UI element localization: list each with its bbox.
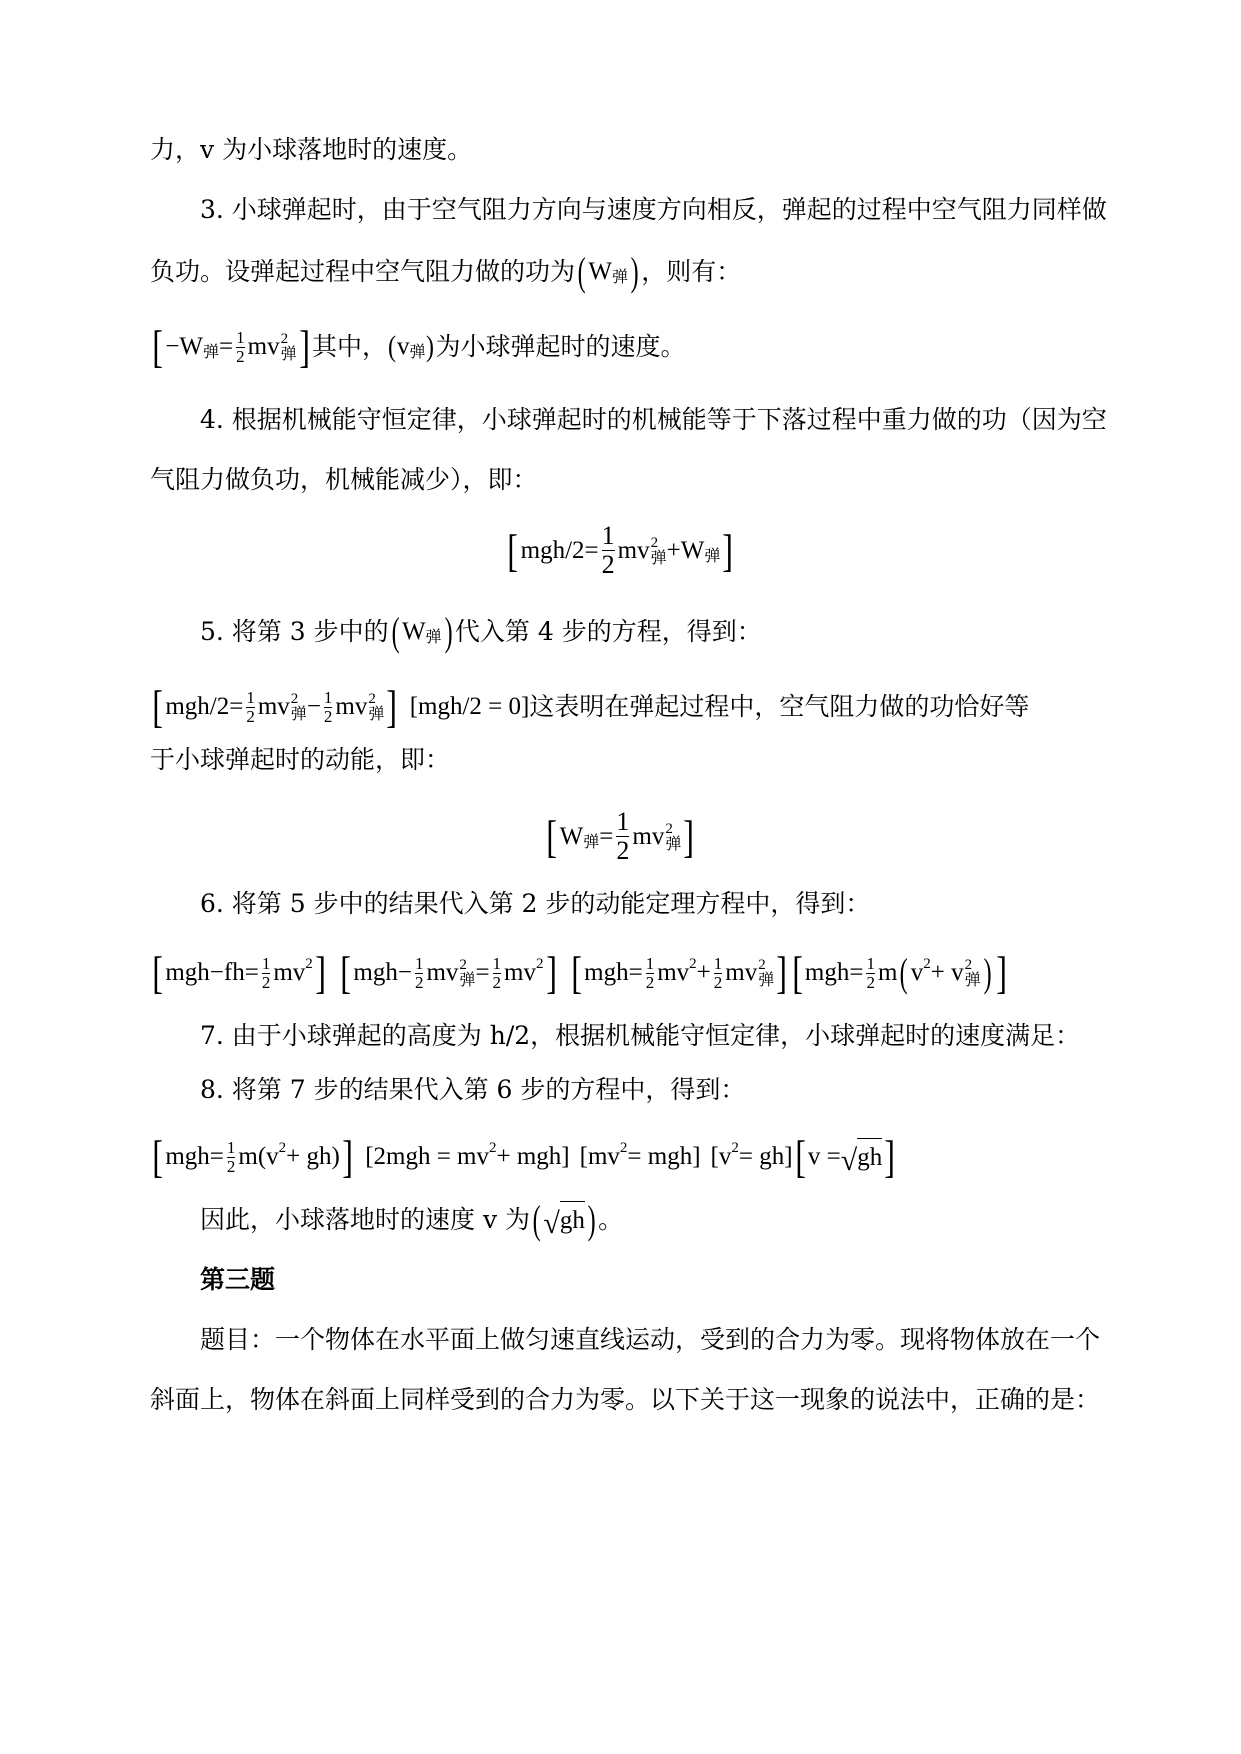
step-4-line-2: 气阻力做负功，机械能减少），即： bbox=[150, 465, 538, 494]
step-6-line-1: 6. 将第 5 步中的结果代入第 2 步的动能定理方程中，得到： bbox=[200, 889, 871, 918]
formula-substitution: [ mgh/2 = $\frac{1}{2}$ mv 2 弹 − $\frac{1}{2}$ mv 2 弹 ] bbox=[152, 681, 398, 732]
step-6-formula-line bbox=[150, 948, 1009, 998]
step-3-text: 负功。设弹起过程中空气阻力做的功为 bbox=[150, 257, 576, 286]
step-3-line-2 bbox=[150, 249, 742, 294]
formula-8c: [mv 2 = mgh] bbox=[579, 1140, 701, 1170]
formula-8d: [v 2 = gh] bbox=[710, 1140, 793, 1170]
step-3-text-tail: ，则有： bbox=[641, 257, 742, 286]
formula-8b: [2mgh = mv 2 + mgh] bbox=[365, 1140, 570, 1170]
formula-note-tail: 为小球弹起时的速度。 bbox=[435, 332, 686, 361]
conclusion-line: 因此，小球落地时的速度 v 为 ( √ gh ) 。 bbox=[200, 1197, 624, 1242]
step-4-line-1: 4. 根据机械能守恒定律，小球弹起时的机械能等于下落过程中重力做的功（因为空 bbox=[200, 405, 1107, 434]
question-line-2: 斜面上，物体在斜面上同样受到的合力为零。以下关于这一现象的说法中，正确的是： bbox=[150, 1385, 1101, 1414]
formula-6c: [ mgh = $\frac{1}{2}$ mv 2 + $\frac{1}{2}$ mv 2 弹 ] bbox=[571, 947, 788, 998]
question-line-1: 题目：一个物体在水平面上做匀速直线运动，受到的合力为零。现将物体放在一个 bbox=[200, 1325, 1101, 1354]
step-5-line-1: 5. 将第 3 步中的 ( W 弹 ) 代入第 4 步的方程，得到： bbox=[200, 609, 762, 654]
formula-w-tan-ref: ( W 弹 ) bbox=[391, 609, 453, 654]
step-5-formula-line: [ mgh/2 = $\frac{1}{2}$ mv 2 弹 − $\frac{1}{2}$ mv 2 弹 ] [mgh/2 = 0] 这表明在弹起过程中，空气阻力做的功恰好等 bbox=[150, 682, 1029, 732]
step-7-line: 7. 由于小球弹起的高度为 h/2，根据机械能守恒定律，小球弹起时的速度满足： bbox=[200, 1021, 1081, 1050]
section-heading: 第三题 bbox=[200, 1265, 276, 1294]
formula-note: 其中， bbox=[311, 332, 387, 361]
formula-energy-conservation: [ mgh/2 = $\frac{1}{2}$ mv 2 弹 + W 弹 ] bbox=[507, 521, 734, 579]
formula-v-tan: ( v 弹 ) bbox=[387, 330, 435, 363]
step-3-formula-line bbox=[150, 322, 686, 372]
formula-8a: [ mgh = $\frac{1}{2}$ m(v 2 + gh) ] bbox=[152, 1131, 353, 1182]
formula-6b: [ mgh− $\frac{1}{2}$ mv 2 弹 = $\frac{1}{2}$ mv 2 ] bbox=[340, 947, 557, 998]
formula-w-tan: ( W 弹 ) bbox=[577, 249, 639, 294]
text-line-1: 力，v 为小球落地时的速度。 bbox=[150, 135, 473, 164]
formula-zero: [mgh/2 = 0] bbox=[409, 693, 530, 720]
formula-result: ( √ gh ) bbox=[532, 1197, 596, 1242]
step-8-formula-line bbox=[150, 1132, 898, 1182]
formula-6a: [ mgh−fh = $\frac{1}{2}$ mv 2 ] bbox=[152, 947, 326, 998]
formula-6d: [ mgh = $\frac{1}{2}$ m ( v 2 + v 2 弹 ) ] bbox=[791, 947, 1007, 998]
formula-8e: [ v = √ gh ] bbox=[794, 1131, 896, 1182]
formula-w-equals-ke: [ W 弹 = $\frac{1}{2}$ mv 2 弹 ] bbox=[546, 807, 695, 865]
step-5-line-3: 于小球弹起时的动能，即： bbox=[150, 745, 451, 774]
step-3-line-1: 3. 小球弹起时，由于空气阻力方向与速度方向相反，弹起的过程中空气阻力同样做 bbox=[200, 195, 1107, 224]
step-8-line: 8. 将第 7 步的结果代入第 6 步的方程中，得到： bbox=[200, 1075, 746, 1104]
formula-work-energy-bounce: [ −W 弹 = $\frac{1}{2}$ mv 2 弹 ] bbox=[152, 321, 310, 372]
